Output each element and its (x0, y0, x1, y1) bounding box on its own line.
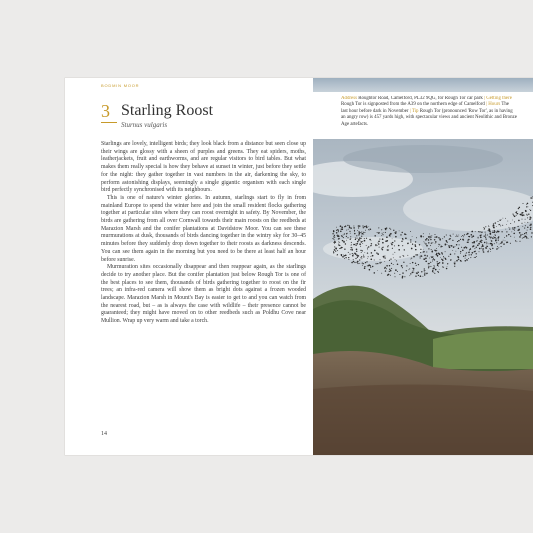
left-page (65, 78, 313, 455)
info-line (341, 122, 533, 128)
paragraph: Starlings are lovely, intelligent birds; they look black from a distance but seen close up their wings are glossy with a sheen of purples and greens. They eat spiders, moths, leatherjackets, fruit and earthworms, and are regular visitors to bird tables. But what makes them really special is how they behave at sunset in winter, just before they settle for the night: they gather together in vast numbers in the air, darkening the sky, to perform astonishing displays, seemingly a single gigantic organism with each single bird perfectly synchronised with its neighbours. (101, 141, 306, 194)
info-line (341, 115, 533, 121)
page-title: Starling Roost (121, 102, 214, 119)
page-number: 14 (101, 431, 107, 437)
info-separator: | (484, 96, 485, 101)
info-text: Rough Tor is signposted from the A39 on the northern edge of Camelford (341, 102, 487, 108)
info-separator: | (486, 102, 488, 108)
top-photo-strip (313, 78, 533, 92)
starling-murmuration-photo (313, 139, 533, 455)
info-key: Hours (488, 102, 501, 108)
visit-info (341, 96, 533, 136)
info-text: Age artefacts. (341, 121, 369, 127)
info-text: an angry row) is 457 yards high, with spectacular views and ancient Neolithic and Bronze (341, 115, 517, 121)
info-key: Getting there (486, 96, 512, 101)
number-underline (101, 122, 117, 123)
info-key: Tip (411, 108, 419, 114)
info-text: Roughtor Road, Camelford, PL32 9QG, for Rough Tor car park (357, 96, 485, 101)
info-text: Rough Tor (pronounced 'Row Tor', as in having (418, 108, 513, 114)
right-page (313, 78, 533, 455)
info-text: last hour before dark in November (341, 108, 410, 114)
paragraph: This is one of nature's winter glories. In autumn, starlings start to fly in from mainland Europe to spend the winter here and join the small resident flocks gathering together at particular sites where they can roost overnight in safety. By November, the birds are gathering from all over Cornwall towards their main roosts on the reedbeds at Marazion Marsh and the conifer plantations at Davidstow Moor. You can see these murmurations at dusk, thousands of birds dancing together in the wintry sky for 30–45 minutes before they suddenly drop down together to their roosts as darkness descends. You can see them again in the morning but you need to be there at least half an hour before sunrise. (101, 194, 306, 263)
book-spread (65, 78, 533, 455)
paragraph: Murmuration sites occasionally disappear and then reappear again, as the starlings decide to try another place. But the conifer plantation just below Rough Tor is one of the best places to see them, thousands of birds gathering together to roost on the fir trees; an infra-red camera will show them as bright dots against a frozen wooded landscape. Marazion Marsh in Mount's Bay is easier to get to and you can watch from the nearest road, but – as is always the case with wildlife – their presence cannot be guaranteed; they might have moved on to other reedbeds such as Poldhu Cove near Mullion. Wrap up very warm and take a torch. (101, 264, 306, 325)
page-subtitle: Sturnus vulgaris (121, 121, 168, 129)
entry-number: 3 (101, 101, 110, 121)
info-key: Address (341, 96, 358, 101)
running-head: BODMIN MOOR (101, 83, 140, 88)
info-text: The (500, 102, 509, 108)
info-separator: | (409, 108, 411, 114)
body-text (101, 141, 306, 326)
